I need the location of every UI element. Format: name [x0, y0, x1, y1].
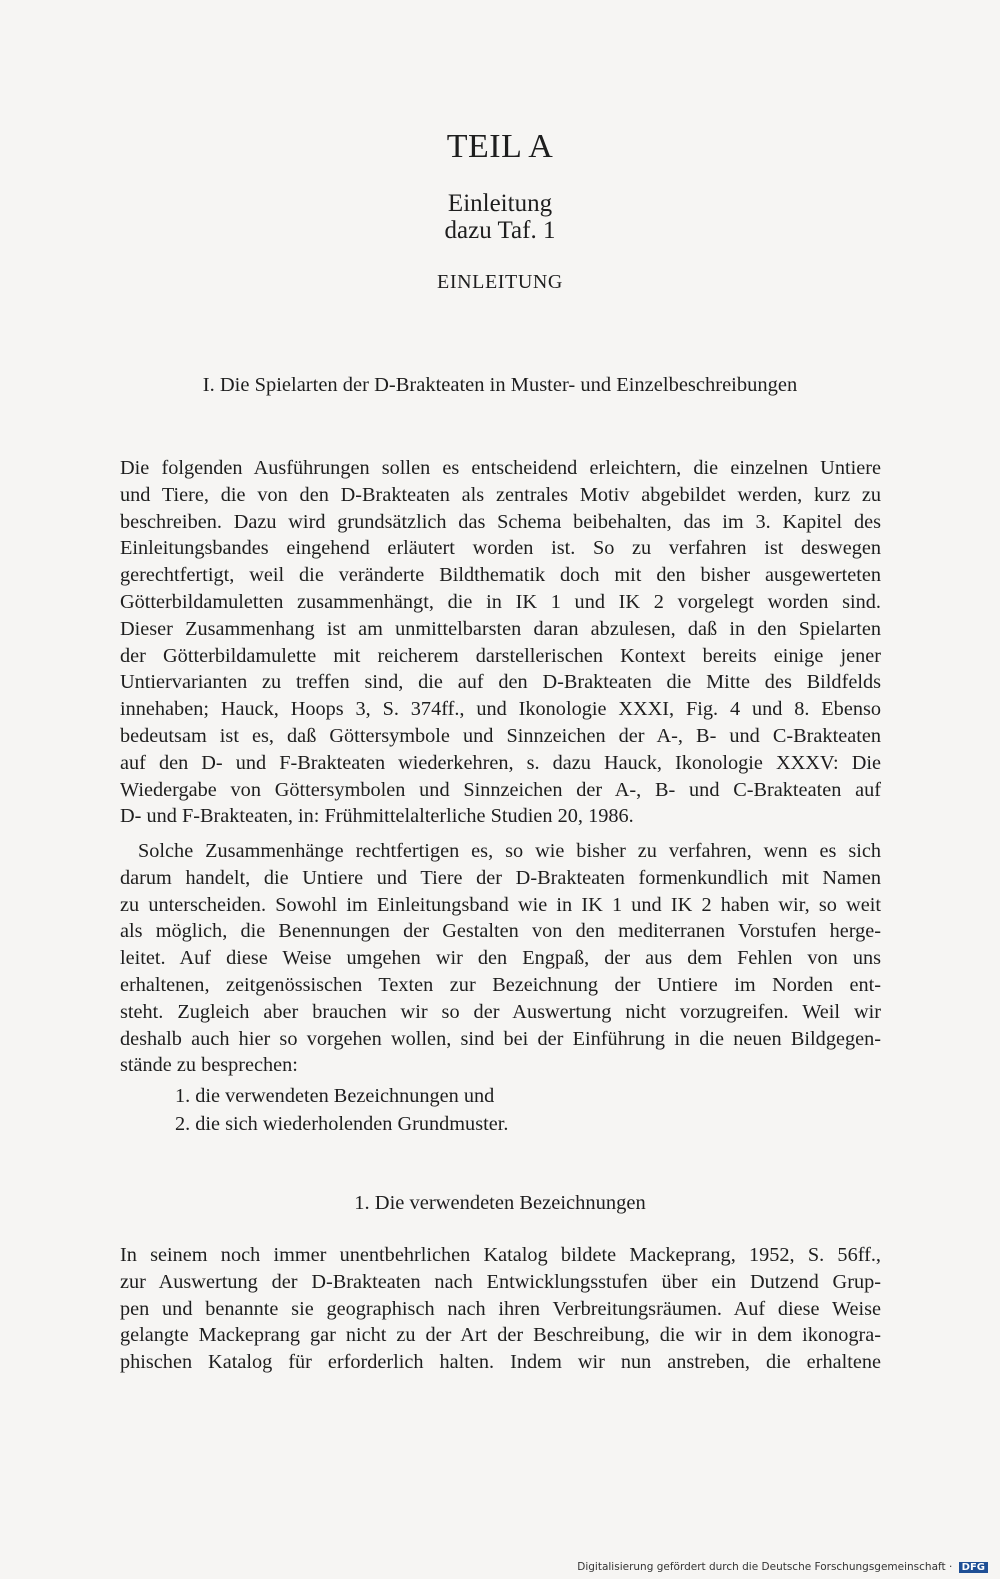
text-line: der Götterbildamulette mit reicherem darstellerischen Kontext bereits einige jener: [120, 644, 881, 667]
text-line: deshalb auch hier so vorgehen wollen, sind bei der Einführung in die neuen Bildgegen-: [120, 1027, 881, 1050]
text-line: leitet. Auf diese Weise umgehen wir den Engpaß, der aus dem Fehlen von uns: [120, 947, 881, 970]
text-line: steht. Zugleich aber brauchen wir so der Auswertung nicht vorzugreifen. Weil wir: [120, 1000, 881, 1023]
part-subtitle-plate-reference: dazu Taf. 1: [444, 217, 556, 244]
text-line: D- und F-Brakteaten, in: Frühmittelalterliche Studien 20, 1986.: [120, 805, 634, 828]
text-line: stände zu besprechen:: [120, 1054, 298, 1077]
text-line: pen und benannte sie geographisch nach ihren Verbreitungsräumen. Auf diese Weise: [120, 1297, 881, 1320]
text-line: gerechtfertigt, weil die veränderte Bildthematik doch mit den bisher ausgewerteten: [120, 564, 881, 587]
text-line: Die folgenden Ausführungen sollen es entscheidend erleichtern, die einzelnen Untiere: [120, 457, 881, 479]
body-paragraph: [120, 838, 881, 1079]
text-line: innehaben; Hauck, Hoops 3, S. 374ff., und Ikonologie XXXI, Fig. 4 und 8. Ebenso: [120, 698, 881, 721]
body-paragraph: [120, 1242, 881, 1376]
text-line: Wiedergabe von Göttersymbolen und Sinnzeichen der A-, B- und C-Brakteaten auf: [120, 778, 881, 801]
text-line: Götterbildamuletten zusammenhängt, die in IK 1 und IK 2 vorgelegt worden sind.: [120, 590, 881, 613]
dfg-logo: DFG: [959, 1562, 988, 1573]
list-item: 1. die verwendeten Bezeichnungen und: [175, 1085, 495, 1107]
text-line: zur Auswertung der D-Brakteaten nach Entwicklungsstufen über ein Dutzend Grup-: [120, 1270, 881, 1293]
footer-text: Digitalisierung gefördert durch die Deutsche Forschungsgemeinschaft ·: [577, 1561, 953, 1573]
text-line: phischen Katalog für erforderlich halten. Indem wir nun anstreben, die erhaltene: [120, 1351, 881, 1374]
text-line: gelangte Mackeprang gar nicht zu der Art der Beschreibung, die wir in dem ikonogra-: [120, 1324, 881, 1347]
text-line: bedeutsam ist es, daß Göttersymbole und Sinnzeichen der A-, B- und C-Brakteaten: [120, 724, 881, 747]
section-heading: I. Die Spielarten der D-Brakteaten in Muster- und Einzelbeschreibungen: [202, 374, 798, 396]
subsection-heading: 1. Die verwendeten Bezeichnungen: [354, 1192, 646, 1214]
enumerated-list: [175, 1082, 508, 1138]
digitization-footer: [577, 1561, 988, 1573]
text-line: Untiervarianten zu treffen sind, die auf den D-Brakteaten die Mitte des Bildfelds: [120, 671, 881, 694]
part-subtitle: Einleitung: [447, 190, 553, 217]
text-line: zu unterscheiden. Sowohl im Einleitungsband wie in IK 1 und IK 2 haben wir, so weit: [120, 893, 881, 916]
body-paragraph: [120, 455, 881, 830]
list-item: 2. die sich wiederholenden Grundmuster.: [175, 1113, 509, 1135]
introduction-heading: EINLEITUNG: [437, 271, 563, 293]
text-line: Einleitungsbandes eingehend erläutert worden ist. So zu verfahren ist deswegen: [120, 537, 881, 560]
text-line: In seinem noch immer unentbehrlichen Katalog bildete Mackeprang, 1952, S. 56ff.,: [120, 1244, 881, 1266]
text-line: erhaltenen, zeitgenössischen Texten zur Bezeichnung der Untiere im Norden ent-: [120, 973, 881, 996]
text-line: darum handelt, die Untiere und Tiere der D-Brakteaten formenkundlich mit Namen: [120, 866, 881, 889]
text-line: auf den D- und F-Brakteaten wiederkehren, s. dazu Hauck, Ikonologie XXXV: Die: [120, 751, 881, 774]
text-line: Dieser Zusammenhang ist am unmittelbarsten daran abzulesen, daß in den Spielarten: [120, 617, 881, 640]
text-line: beschreiben. Dazu wird grundsätzlich das Schema beibehalten, das im 3. Kapitel des: [120, 510, 881, 533]
text-line: Solche Zusammenhänge rechtfertigen es, so wie bisher zu verfahren, wenn es sich: [138, 840, 881, 862]
text-line: als möglich, die Benennungen der Gestalten von den mediterranen Vorstufen herge-: [120, 920, 881, 943]
part-title: TEIL A: [446, 128, 554, 165]
text-line: und Tiere, die von den D-Brakteaten als zentrales Motiv abgebildet werden, kurz zu: [120, 483, 881, 506]
